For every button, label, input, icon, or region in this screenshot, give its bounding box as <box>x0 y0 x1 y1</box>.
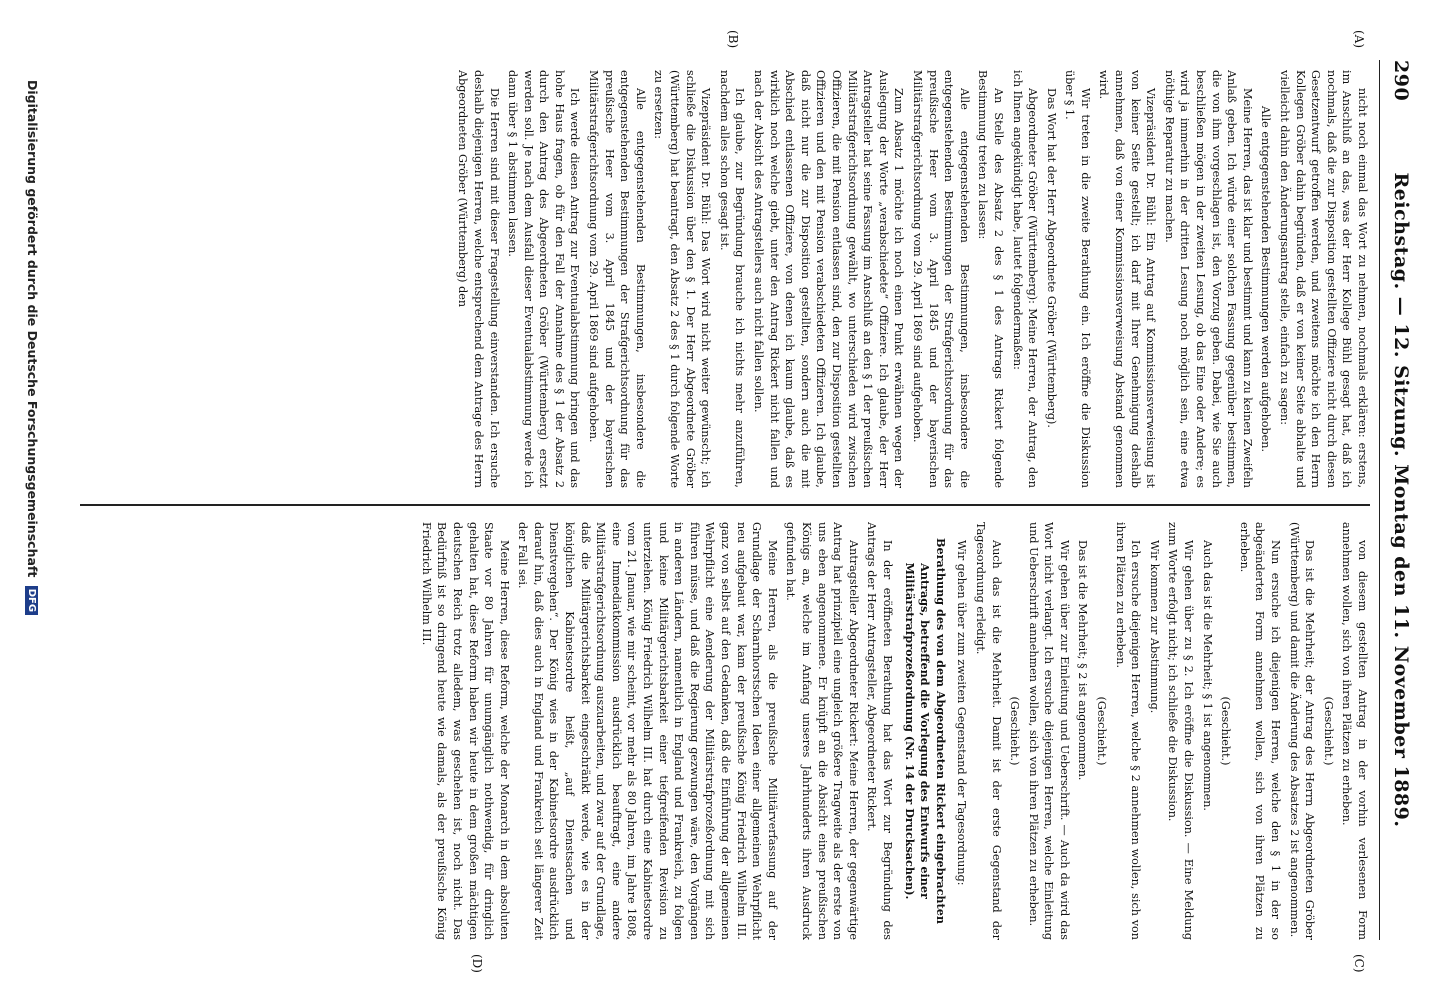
left-column-paragraph: Alle entgegenstehenden Bestimmungen werden aufgehoben. <box>1259 105 1273 453</box>
margin-letter-d: (D) <box>470 954 484 973</box>
right-column-paragraph: Ich ersuche diejenigen Herren, welche § 2 annehmen wollen, sich von ihren Plätzen zu erheben. <box>1113 522 1143 940</box>
footer <box>25 80 40 960</box>
page-header <box>1386 60 1412 940</box>
right-column-paragraph: Wir gehen über zu § 2. Ich eröffne die Diskussion. — Eine Meldung zum Worte erfolgt nicht; ich schließe die Diskussion. <box>1166 522 1196 940</box>
left-column-paragraph: Ich glaube, zur Begründung brauche ich nichts mehr anzuführen, nachdem alles schon gesagt ist. <box>717 70 747 488</box>
dfg-logo: DFG <box>25 586 38 615</box>
right-column-paragraph: Wir gehen über zum zweiten Gegenstand der Tagesordnung: <box>955 540 969 886</box>
left-column-paragraph: Vizepräsident Dr. Bühl: Das Wort wird nicht weiter gewünscht; ich schließe die Diskussion über den § 1. Der Herr Abgeordnete Gröber (Württemberg) hat beantragt, den Absatz 2 des § 1 durch folgende Worte zu ersetzen: <box>652 70 713 488</box>
page-title: Reichstag. — 12. Sitzung. Montag den 11. November 1889. <box>1390 172 1412 828</box>
right-column-paragraph: Auch das ist die Mehrheit. Damit ist der erste Gegenstand der Tagesordnung erledigt. <box>973 522 1003 940</box>
right-column-paragraph: In der eröffneten Berathung hat das Wort zur Begründung des Antrags der Herr Antragsteller, Abgeordneter Rickert. <box>865 522 894 940</box>
right-column-paragraph: von diesem gestellten Antrag in der vorhin verlesenen Form annehmen wollen, sich von ihren Plätzen zu erheben. <box>1340 522 1369 940</box>
page-number: 290 <box>1390 60 1412 102</box>
left-column-paragraph: Vizepräsident Dr. Bühl: Ein Antrag auf Kommissionsverweisung ist von keiner Seite gestellt; ich darf mit Ihrer Genehmigung deshalb annehmen, daß von einer Kommissionsverweisung Abstand genommen wird. <box>1097 70 1158 488</box>
left-column-paragraph: Alle entgegenstehenden Bestimmungen, insbesondere die entgegenstehenden Bestimmungen der Strafgerichtsordnung für das preußische Heer vom 3. April 1845 und der bayerischen Militärstrafgerichtsordnung vom 29. April 1869 sind aufgehoben. <box>587 70 647 488</box>
left-column-paragraph: An Stelle des Absatz 2 des § 1 des Antrags Rickert folgende Bestimmung treten zu lassen: <box>976 70 1005 488</box>
left-column-paragraph: Ich werde diesen Antrag zur Eventualabstimmung bringen und das hohe Haus fragen, ob für den Fall der Annahme des § 1 der Absatz 2 durch den Antrag des Abgeordneten Gröber (Württemberg) ersetzt werden soll. Je nach dem Ausfall dieser Eventualabstimmung werde ich dann über § 1 abstimmen lassen. <box>506 70 582 488</box>
right-column-paragraph: Auch das ist die Mehrheit; § 1 ist angenommen. <box>1200 540 1214 811</box>
right-column-paragraph: Das ist die Mehrheit; der Antrag des Herrn Abgeordneten Gröber (Württemberg) und damit die Änderung des Absatzes 2 ist angenommen. <box>1287 522 1317 940</box>
left-column-paragraph: Zum Absatz 1 möchte ich noch einen Punkt erwähnen wegen der Auslegung der Worte „verabschiedete“ Offiziere. Ich glaube, der Herr Antragsteller hat seine Fassung im Anschluß an den § 1 der preußischen Militärstrafgerichtsordnung gewählt, wo unterschieden wird zwischen Offizieren, die mit Pension entlassen sind, den zur Disposition gestellten Offizieren und den mit Pension verabschiedeten Offizieren. Ich glaube, daß nicht nur die zur Disposition gestellten, sondern auch die mit Abschied entlassenen Offiziere, von denen ich kaum glaube, daß es wirklich noch welche giebt, unter den Antrag Rickert nicht fallen und nach der Absicht des Antragstellers auch nicht fallen sollen. <box>752 70 906 488</box>
right-column-paragraph: Meine Herren, als die preußische Militärverfassung auf der Grundlage der Scharnhorstschen Ideen einer allgemeinen Wehrpflicht neu aufgebaut war, kam der preußische König Friedrich Wilhelm III. ganz von selbst auf den Gedanken, daß die Einführung der allgemeinen Wehrpflicht eine Aenderung der Militärstrafprozeßordnung mit sich führen müsse, und daß die Regierung gezwungen wäre, den Vorgängen in anderen Ländern, namentlich in England und Frankreich, zu folgen und keine Militärgerichtsbarkeit einer tiefgreifenden Revision zu unterziehen. König Friedrich Wilhelm III. hat durch eine Kabinetsordre vom 21. Januar, wie mir scheint, vor mehr als 80 Jahren, im Jahre 1808, eine Immediatkommission ausdrücklich beauftragt, eine andere Militärstrafgerichtsordnung auszuarbeiten, und zwar auf der Grundlage, daß die Militärgerichtsbarkeit eingeschränkt werde, wie es in der königlichen Kabinetsordre heißt, „auf Dienstsachen und Dienstvergehen“. Der König wies in der Kabinetsordre ausdrücklich darauf hin, daß dies auch in England und Frankreich seit längerer Zeit der Fall sei. <box>516 522 779 940</box>
right-column-paragraph: Wir gehen über zur Einleitung und Ueberschrift. — Auch da wird das Wort nicht verlangt. Ich ersuche diejenigen Herren, welche Einleitung und Ueberschrift annehmen wollen, sich von ihren Plätzen zu erheben. <box>1026 522 1071 940</box>
margin-letter-c: (C) <box>1352 954 1366 973</box>
right-column-paragraph: Berathung des von dem Abgeordneten Rickert eingebrachten Antrags, betreffend die Vorlegung des Entwurfs einer Militärstrafprozeßordnung (Nr. 14 der Drucksachen). <box>902 538 948 924</box>
left-column-paragraph: Wir treten in die zweite Berathung ein. Ich eröffne die Diskussion über § 1. <box>1063 70 1092 488</box>
right-column-paragraph: Nun ersuche ich diejenigen Herren, welche den § 1 in der so abgeänderten Form annehmen wollen, sich von ihren Plätzen zu erheben. <box>1237 522 1283 940</box>
left-column-paragraph: Meine Herren, das ist klar und bestimmt und kann zu keinen Zweifeln Anlaß geben. Ich würde einer solchen Fassung gegenüber bestimmen, die von ihm vorgeschlagen ist, den Vorzug geben. Dabei, wie Sie auch beschließen mögen in der zweiten Lesung, ob das Eine oder Andere; es wird ja immerhin in der dritten Lesung noch möglich sein, eine etwa nöthige Reparatur zu machen. <box>1162 70 1254 488</box>
left-column-paragraph: Abgeordneter Gröber (Württemberg): Meine Herren, der Antrag, den ich Ihnen angekündigt habe, lautet folgendermaßen: <box>1010 70 1040 488</box>
right-column-paragraph: Das ist die Mehrheit; § 2 ist angenommen. <box>1076 540 1090 781</box>
right-column-paragraph: (Geschieht.) <box>1095 696 1109 766</box>
left-column-paragraph: Das Wort hat der Herr Abgeordnete Gröber (Württemberg). <box>1044 88 1058 428</box>
right-column-paragraph: (Geschieht.) <box>1008 696 1022 766</box>
right-column <box>80 522 1370 940</box>
header-rule <box>1379 60 1380 940</box>
right-column-paragraph: (Geschieht.) <box>1321 696 1335 766</box>
left-column-paragraph: Die Herren sind mit dieser Fragestellung einverstanden. Ich ersuche deshalb diejenigen Herren, welche entsprechend dem Antrage des Herrn Abgeordneten Gröber (Württemberg) den <box>456 70 501 488</box>
column-divider <box>80 504 1370 506</box>
margin-letter-a: (A) <box>1352 30 1366 49</box>
right-column-paragraph: (Geschieht.) <box>1219 696 1233 766</box>
left-column-paragraph: nicht noch einmal das Wort zu nehmen, nochmals erklären: erstens, im Anschluß an das, was der Herr Kollege Bühl gesagt hat, daß ich nochmals, daß die zur Disposition gestellten Offiziere nicht durch diesen Gesetzentwurf getroffen werden, und zweitens möchte ich den Herrn Kollegen Gröber dahin begründen, daß er von keiner Seite abhalte und vielleicht dahin den Änderungsantrag stelle, einfach zu sagen: <box>1278 70 1369 488</box>
margin-letter-b: (B) <box>726 30 740 49</box>
left-column-paragraph: Alle entgegenstehenden Bestimmungen, insbesondere die entgegenstehenden Bestimmungen der Strafgerichtsordnung für das preußische Heer vom 3. April 1845 und der bayerischen Militärstrafgerichtsordnung vom 29. April 1869 sind aufgehoben. <box>910 70 971 488</box>
right-column-paragraph: Wir kommen zur Abstimmung. <box>1147 540 1161 714</box>
left-column <box>80 70 1370 488</box>
footer-text: Digitalisierung gefördert durch die Deutsche Forschungsgemeinschaft <box>25 80 40 578</box>
right-column-paragraph: Antragsteller Abgeordneter Rickert: Meine Herren, der gegenwärtige Antrag hat prinzipiell eine ungleich größere Tragweite als der erste von uns eben angenommene. Er knüpft an die Absicht eines preußischen Königs an, welche im Anfang unseres Jahrhunderts ihren Ausdruck gefunden hat. <box>784 522 860 940</box>
right-column-paragraph: Meine Herren, diese Reform, welche der Monarch in dem absoluten Staate vor 80 Jahren für unumgänglich nothwendig, für dringlich gehalten hat, diese Reform haben wir heute in dem großen mächtigen deutschen Reich trotz alledem, was geschehen ist, noch nicht. Das Bedürfniß ist so dringend heute wie damals, als der preußische König Friedrich Wilhelm III. <box>419 522 511 940</box>
